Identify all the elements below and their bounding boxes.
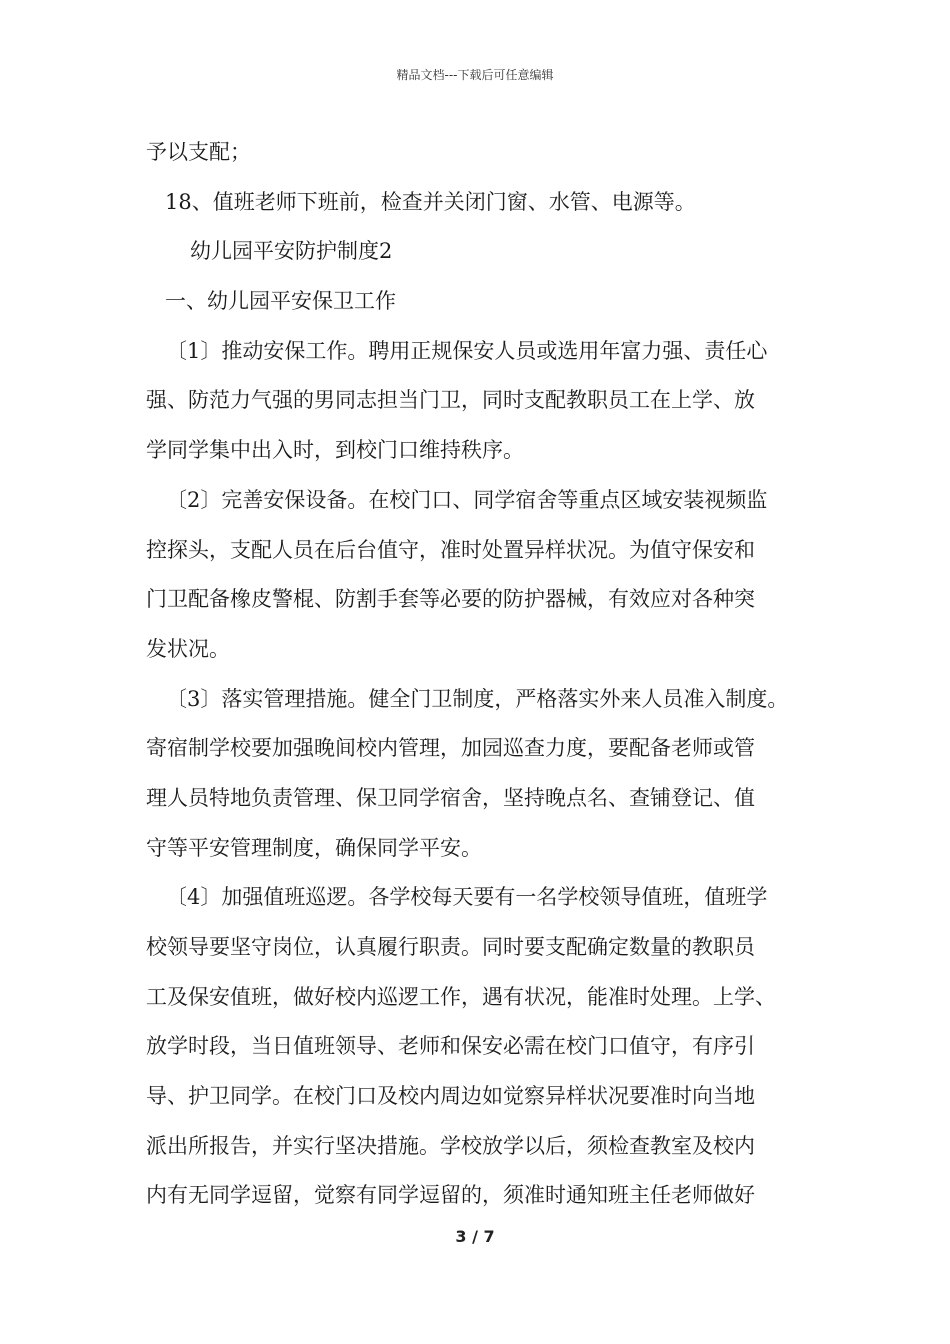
paragraph-line: 工及保安值班，做好校内巡逻工作，遇有状况，能准时处理。上学、 xyxy=(146,984,776,1009)
paragraph-line: 守等平安管理制度，确保同学平安。 xyxy=(146,835,482,860)
paragraph-line: 18、值班老师下班前，检查并关闭门窗、水管、电源等。 xyxy=(165,189,696,214)
paragraph-line: 〔1〕推动安保工作。聘用正规保安人员或选用年富力强、责任心 xyxy=(166,338,768,363)
document-body xyxy=(146,128,826,1221)
section-heading: 幼儿园平安防护制度2 xyxy=(190,239,393,264)
paragraph-line: 导、护卫同学。在校门口及校内周边如觉察异样状况要准时向当地 xyxy=(146,1084,755,1109)
paragraph-line: 学同学集中出入时，到校门口维持秩序。 xyxy=(146,438,524,463)
paragraph-line: 派出所报告，并实行坚决措施。学校放学以后，须检查教室及校内 xyxy=(146,1133,755,1158)
paragraph-line: 发状况。 xyxy=(146,636,230,661)
paragraph-line: 〔4〕加强值班巡逻。各学校每天要有一名学校领导值班，值班学 xyxy=(166,885,768,910)
paragraph-line: 予以支配； xyxy=(146,140,251,164)
paragraph-line: 寄宿制学校要加强晚间校内管理，加园巡查力度，要配备老师或管 xyxy=(146,736,755,761)
paragraph-line: 放学时段，当日值班领导、老师和保安必需在校门口值守，有序引 xyxy=(146,1034,755,1059)
page-header: 精品文档---下载后可任意编辑 xyxy=(396,68,554,82)
paragraph-line: 门卫配备橡皮警棍、防割手套等必要的防护器械，有效应对各种突 xyxy=(146,587,755,612)
paragraph-line: 控探头，支配人员在后台值守，准时处置异样状况。为值守保安和 xyxy=(146,537,755,562)
section-subheading: 一、幼儿园平安保卫工作 xyxy=(165,289,396,314)
paragraph-line: 内有无同学逗留，觉察有同学逗留的，须准时通知班主任老师做好 xyxy=(146,1183,755,1208)
paragraph-line: 校领导要坚守岗位，认真履行职责。同时要支配确定数量的教职员 xyxy=(146,935,755,959)
paragraph-line: 〔3〕落实管理措施。健全门卫制度，严格落实外来人员准入制度。 xyxy=(166,686,789,711)
paragraph-line: 强、防范力气强的男同志担当门卫，同时支配教职员工在上学、放 xyxy=(146,388,755,413)
page-number: 3 / 7 xyxy=(455,1227,495,1246)
paragraph-line: 〔2〕完善安保设备。在校门口、同学宿舍等重点区域安装视频监 xyxy=(166,487,768,512)
paragraph-line: 理人员特地负责管理、保卫同学宿舍，坚持晚点名、查铺登记、值 xyxy=(146,785,755,810)
